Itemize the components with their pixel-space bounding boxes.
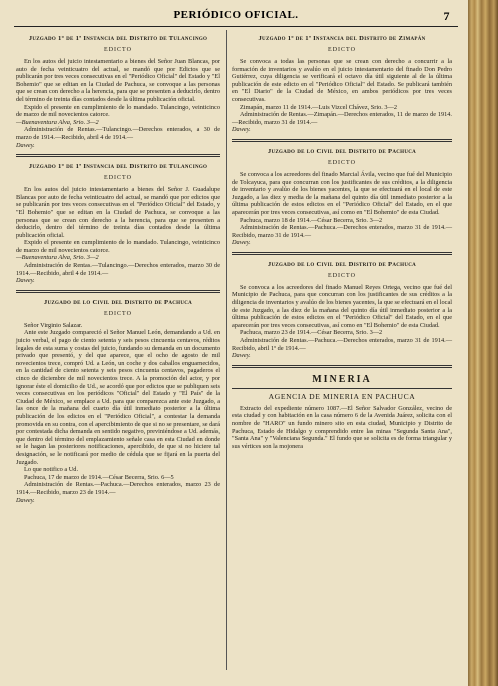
mineria-body: Extracto del expediente número 1087.—El Señor Salvador González, vecino de esta ciudad y con habitación en la casa número 6 de la Avenida Juárez, solicita con el nombre de "HARO" un fundo minero sito en esta ciudad, Municipio y Distrito de Pachuca, Estado de Hidalgo y comprendido entre las minas "Segunda Santa Ana", "Santa Ana" y "Valenciana Segunda." El fundo que se solicita es de forma triangular y sus vértices son la mojonera bbox=[232, 404, 452, 450]
edicto-label: EDICTO bbox=[104, 310, 132, 317]
column-divider bbox=[226, 30, 227, 670]
notice-body: Se convoca a los acreedores del finado Marcial Ávila, vecino que fué del Municipio de Tolcayuca, para que concurran con los justificantes de sus créditos, a la diligencia de inventario y avalúo de los bienes yacentes, la que se efectuará en el local de este Juzgado, a las diez y media de la mañana del quinto día útil inmediato posterior a la última publicación de estos edictos en el "Periódico Oficial" del Estado, en el que aparecerán por tres veces consecutivas, así como en "El Bohemio" de esta Ciudad. bbox=[232, 170, 452, 216]
agencia-heading: AGENCIA DE MINERIA EN PACHUCA bbox=[268, 391, 416, 401]
notice-separator bbox=[232, 139, 452, 142]
rentas-signature: Dawey. bbox=[232, 239, 251, 247]
notice-separator bbox=[16, 154, 220, 157]
court-heading: Juzgado de lo Civil del Distrito de Pachuca bbox=[43, 298, 193, 306]
notice-signature: —Buenaventura Alva, Srio. 3—2 bbox=[16, 254, 99, 262]
notice-pachuca-reyes bbox=[232, 260, 452, 360]
page-header bbox=[18, 9, 454, 23]
court-heading: Juzgado 1º de 1ª Instancia del Distrito de Tulancingo bbox=[28, 163, 208, 171]
notice-pachuca-salazar bbox=[16, 298, 220, 504]
notice-signature: Zimapán, marzo 11 de 1914.—Luis Vizcel Chávez, Srio. 3—2 bbox=[240, 103, 398, 111]
page-number: 7 bbox=[443, 9, 450, 23]
notice-pachuca-avila bbox=[232, 147, 452, 247]
edicto-label: EDICTO bbox=[104, 47, 132, 53]
court-heading: Juzgado 1º de 1ª Instancia del Distrito de Zimapán bbox=[258, 35, 426, 42]
rentas-note: Administración de Rentas.—Tulancingo.—Derechos enterados, marzo 30 de 1914.—Recibido, abril 4 de 1914.— bbox=[16, 262, 220, 277]
notice-signature: —Buenaventura Alva, Srio. 3—2 bbox=[16, 118, 99, 126]
edicto-label: EDICTO bbox=[328, 47, 356, 53]
mineria-section bbox=[232, 373, 452, 451]
notice-closing: Expido el presente en cumplimiento de lo mandado. Tulancingo, veinticinco de marzo de mil novecientos catorce. bbox=[16, 239, 220, 254]
rentas-note: Administración de Rentas.—Tulancingo.—Derechos enterados, a 30 de marzo de 1914.—Recibido, abril 4 de 1914.— bbox=[16, 126, 220, 141]
court-heading: Juzgado de lo Civil del Distrito de Pachuca bbox=[267, 260, 417, 268]
edicto-label: EDICTO bbox=[104, 175, 132, 182]
mineria-rule bbox=[232, 388, 452, 389]
notice-body: Se convoca a todas las personas que se crean con derecho a concurrir a la formación de inventarios y avalúo en el juicio intestamentario del finado Don Pedro Gutiérrez, cuya diligencia se verificará el octavo día útil siguiente al de la última publicación de este edicto en el "Periódico Oficial" del Estado. Se publicará también en "El Diario" de la Ciudad de México, en ambos periódicos por tres veces consecutivas. bbox=[232, 58, 452, 103]
rentas-signature: Dawey. bbox=[16, 277, 35, 285]
notice-closing: Lo que notifico a Ud. bbox=[24, 466, 79, 474]
header-rule bbox=[14, 26, 458, 27]
section-separator bbox=[232, 365, 452, 368]
notice-zimapan bbox=[232, 34, 452, 134]
left-column bbox=[16, 34, 220, 504]
notice-body: Ante este Juzgado compareció el Señor Manuel León, demandando a Ud. en juicio verbal, el pago de ciento setenta y seis pesos cincuenta centavos, réditos legales de esta suma y costas del juicio, fundando su demanda en un documento privado que presentó, y del que aparece, que el ocho de agosto de mil novecientos trece, compró Ud. a León, un coche y dos caballos enguarnecidos, en la cantidad de ciento setenta y seis pesos cincuenta centavos, pagaderos el cinco de diciembre de mil novecientos trece. A la promoción del actor, y por ignorar éste el domicilio de Ud., se acordó que por edictos que se publiquen seis veces consecutivas en los periódicos "Oficial" del Estado y "El País" de la Ciudad de México, se emplace a Ud. para que comparezca ante este Juzgado, a las once de la mañana del cuarto día útil inmediato posterior a la última publicación de los edictos en el "Periódico Oficial", a contestar la demanda promovida en su contra, con el apercibimiento de que si no se presentare, se dará por contestada dicha demanda en sentido negativo, previniéndose a Ud. además, que dentro del término del emplazamiento señale casa en esta Ciudad en donde se le hagan las posteriores notificaciones, apercibido, de que si no hiciere tal designación, se le notificará por medio de cédula que se fijará en la puerta del Juzgado. bbox=[16, 329, 220, 466]
notice-signature: Pachuca, 17 de marzo de 1914.—César Becerra, Srio. 6—5 bbox=[24, 473, 174, 481]
notice-separator bbox=[232, 252, 452, 255]
edicto-label: EDICTO bbox=[328, 159, 356, 166]
notice-closing: Expido el presente en cumplimiento de lo mandado. Tulancingo, veinticinco de marzo de mil novecientos catorce. bbox=[16, 103, 220, 119]
notice-tulancingo-2 bbox=[16, 162, 220, 285]
notice-signature: Pachuca, marzo 18 de 1914.—César Becerra, Srio. 3—2 bbox=[240, 216, 383, 224]
rentas-note: Administración de Rentas.—Pachuca.—Derechos enterados, marzo 31 de 1914.—Recibido, marzo 31 de 1914.— bbox=[232, 224, 452, 239]
notice-salutation: Señor Virginio Salazar. bbox=[24, 321, 83, 329]
notice-tulancingo-1 bbox=[16, 34, 220, 149]
notice-body: En los autos del juicio intestamentario a bienes del Señor Juan Blancas, por auto de fecha veinticuatro del actual, se mandó que por Edictos que se publicarán por tres veces consecutivas en el "Periódico Oficial" del Estado y "El Bohemio" que se editan en la Ciudad de Pachuca, se convoque a las personas que se crean con derecho a la herencia, para que se presenten a deducirlo, dentro del término de treinta días contados desde la última publicación oficial. bbox=[16, 58, 220, 103]
notice-separator bbox=[16, 290, 220, 293]
court-heading: Juzgado 1º de 1ª Instancia del Distrito de Tulancingo bbox=[28, 35, 208, 42]
rentas-note: Administración de Rentas.—Zimapán.—Derechos enterados, 11 de marzo de 1914.—Recibido, marzo 31 de 1914.— bbox=[232, 111, 452, 126]
edicto-label: EDICTO bbox=[328, 272, 356, 279]
book-binding bbox=[468, 0, 498, 686]
newspaper-title: PERIÓDICO OFICIAL. bbox=[173, 9, 299, 21]
rentas-signature: Dawey. bbox=[232, 126, 251, 134]
rentas-signature: Dawey. bbox=[232, 352, 251, 360]
notice-body: Se convoca a los acreedores del finado Manuel Reyes Ortega, vecino que fué del Municipio de Pachuca, para que concurran con los justificantes de sus créditos a la diligencia de inventarios y avalúo de los bienes yacentes, la que se efectuará en el local de este Juzgado, a las diez de la mañana del quinto día útil inmediato posterior a la última publicación de estos edictos en el "Periódico Oficial" del Estado, en el que aparecerán por tres veces consecutivas, así como en "El Bohemio" de esta Ciudad. bbox=[232, 283, 452, 329]
court-heading: Juzgado de lo Civil del Distrito de Pachuca bbox=[267, 147, 417, 155]
rentas-note: Administración de Rentas.—Pachuca.—Derechos enterados, marzo 31 de 1914.—Recibido, abril 1º de 1914.— bbox=[232, 337, 452, 352]
right-column bbox=[232, 34, 452, 450]
rentas-note: Administración de Rentas.—Pachuca.—Derechos enterados, marzo 23 de 1914.—Recibido, marzo 23 de 1914.— bbox=[16, 481, 220, 496]
rentas-signature: Dawey. bbox=[16, 141, 35, 149]
notice-signature: Pachuca, marzo 23 de 1914.—César Becerra, Srio. 3—2 bbox=[240, 329, 383, 337]
mineria-heading: MINERIA bbox=[312, 373, 372, 385]
rentas-signature: Dawey. bbox=[16, 496, 35, 504]
notice-body: En los autos del juicio intestamentario a bienes del Señor J. Guadalupe Blancas por auto de fecha veinticuatro del actual, se mandó que por edictos que se publicarán por tres veces consecutivas en el "Periódico Oficial" del Estado, y "El Bohemio" que se editan en la Ciudad de Pachuca, se convoque a las personas que se crean con derecho a la herencia, para que se presenten a deducirlo, dentro del término de treinta días contados desde la última publicación oficial. bbox=[16, 186, 220, 239]
